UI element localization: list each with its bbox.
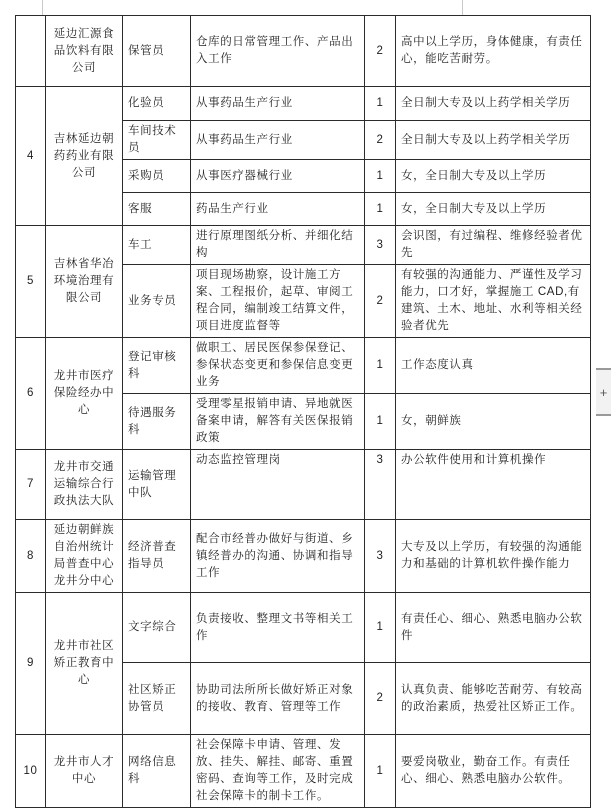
count-cell: 2 bbox=[365, 121, 396, 160]
company-cell: 吉林延边朝药药业有限公司 bbox=[46, 87, 123, 226]
requirement-cell: 全日制大专及以上药学相关学历 bbox=[396, 121, 591, 160]
description-cell: 仓库的日常管理工作、产品出入工作 bbox=[191, 16, 365, 87]
description-cell: 社会保障卡申请、管理、发放、挂失、解挂、邮寄、重置密码、查询等工作，及时完成社会保障卡的制卡工作。 bbox=[191, 735, 365, 808]
count-cell: 1 bbox=[365, 338, 396, 394]
count-cell: 3 bbox=[365, 520, 396, 593]
position-cell: 车间技术员 bbox=[123, 121, 191, 160]
requirement-cell: 高中以上学历，身体健康，有责任心，能吃苦耐劳。 bbox=[396, 16, 591, 87]
count-cell: 1 bbox=[365, 193, 396, 226]
company-cell: 龙井市医疗保险经办中心 bbox=[46, 338, 123, 450]
description-cell: 做职工、居民医保参保登记、参保状态变更和参保信息变更业务 bbox=[191, 338, 365, 394]
requirement-cell: 要爱岗敬业，勤奋工作。有责任心、细心、熟悉电脑办公软件。 bbox=[396, 735, 591, 808]
description-cell: 进行原理图纸分析、并细化结构 bbox=[191, 226, 365, 265]
requirement-cell: 认真负责、能够吃苦耐劳、有较高的政治素质，热爱社区矫正工作。 bbox=[396, 663, 591, 735]
count-cell: 1 bbox=[365, 160, 396, 193]
description-cell: 项目现场勘察，设计施工方案、工程报价，起草、审阅工程合同，编制竣工结算文件，项目进度监督等 bbox=[191, 265, 365, 338]
description-cell: 药品生产行业 bbox=[191, 193, 365, 226]
requirement-cell: 女，全日制大专及以上学历 bbox=[396, 160, 591, 193]
row-number-cell: 7 bbox=[16, 450, 46, 520]
description-cell: 从事药品生产行业 bbox=[191, 121, 365, 160]
count-cell: 1 bbox=[365, 735, 396, 808]
row-number-cell bbox=[16, 16, 46, 87]
count-cell: 2 bbox=[365, 16, 396, 87]
company-cell: 延边汇源食品饮料有限公司 bbox=[46, 16, 123, 87]
description-cell: 配合市经普办做好与街道、乡镇经普办的沟通、协调和指导工作 bbox=[191, 520, 365, 593]
position-cell: 运输管理中队 bbox=[123, 450, 191, 520]
position-cell: 社区矫正协管员 bbox=[123, 663, 191, 735]
requirement-cell: 女，全日制大专及以上学历 bbox=[396, 193, 591, 226]
position-cell: 保管员 bbox=[123, 16, 191, 87]
requirement-cell: 会识图，有过编程、维修经验者优先 bbox=[396, 226, 591, 265]
count-cell: 3 bbox=[365, 450, 396, 520]
row-number-cell: 4 bbox=[16, 87, 46, 226]
requirement-cell: 有较强的沟通能力、严谨性及学习能力，口才好，掌握施工 CAD,有建筑、土木、地址、水利等相关经验者优先 bbox=[396, 265, 591, 338]
plus-icon: + bbox=[599, 384, 608, 400]
position-cell: 待遇服务科 bbox=[123, 394, 191, 450]
page-margin-tick-right bbox=[462, 0, 463, 15]
row-number-cell: 6 bbox=[16, 338, 46, 450]
count-cell: 2 bbox=[365, 663, 396, 735]
count-cell: 1 bbox=[365, 87, 396, 121]
requirement-cell: 大专及以上学历，有较强的沟通能力和基础的计算机软件操作能力 bbox=[396, 520, 591, 593]
row-number-cell: 8 bbox=[16, 520, 46, 593]
position-cell: 车工 bbox=[123, 226, 191, 265]
description-cell: 动态监控管理岗 bbox=[191, 450, 365, 520]
count-cell: 2 bbox=[365, 265, 396, 338]
recruitment-table bbox=[15, 15, 591, 808]
description-cell: 协助司法所所长做好矫正对象的接收、教育、管理等工作 bbox=[191, 663, 365, 735]
description-cell: 受理零星报销申请、异地就医备案申请，解答有关医保报销政策 bbox=[191, 394, 365, 450]
position-cell: 采购员 bbox=[123, 160, 191, 193]
position-cell: 经济普查指导员 bbox=[123, 520, 191, 593]
count-cell: 1 bbox=[365, 593, 396, 663]
requirement-cell: 有责任心、细心、熟悉电脑办公软件 bbox=[396, 593, 591, 663]
requirement-cell: 办公软件使用和计算机操作 bbox=[396, 450, 591, 520]
position-cell: 文字综合 bbox=[123, 593, 191, 663]
requirement-cell: 女，朝鲜族 bbox=[396, 394, 591, 450]
side-plus-control[interactable] bbox=[596, 368, 611, 416]
position-cell: 登记审核科 bbox=[123, 338, 191, 394]
description-cell: 负责接收、整理文书等相关工作 bbox=[191, 593, 365, 663]
position-cell: 业务专员 bbox=[123, 265, 191, 338]
count-cell: 3 bbox=[365, 226, 396, 265]
requirement-cell: 工作态度认真 bbox=[396, 338, 591, 394]
position-cell: 化验员 bbox=[123, 87, 191, 121]
company-cell: 龙井市人才中心 bbox=[46, 735, 123, 808]
position-cell: 客服 bbox=[123, 193, 191, 226]
company-cell: 龙井市交通运输综合行政执法大队 bbox=[46, 450, 123, 520]
requirement-cell: 全日制大专及以上药学相关学历 bbox=[396, 87, 591, 121]
page-margin-tick-left bbox=[42, 0, 43, 15]
row-number-cell: 9 bbox=[16, 593, 46, 735]
company-cell: 延边朝鲜族自治州统计局普查中心龙井分中心 bbox=[46, 520, 123, 593]
row-number-cell: 10 bbox=[16, 735, 46, 808]
company-cell: 龙井市社区矫正教育中心 bbox=[46, 593, 123, 735]
position-cell: 网络信息科 bbox=[123, 735, 191, 808]
company-cell: 吉林省华冶环境治理有限公司 bbox=[46, 226, 123, 338]
description-cell: 从事药品生产行业 bbox=[191, 87, 365, 121]
description-cell: 从事医疗器械行业 bbox=[191, 160, 365, 193]
count-cell: 1 bbox=[365, 394, 396, 450]
row-number-cell: 5 bbox=[16, 226, 46, 338]
